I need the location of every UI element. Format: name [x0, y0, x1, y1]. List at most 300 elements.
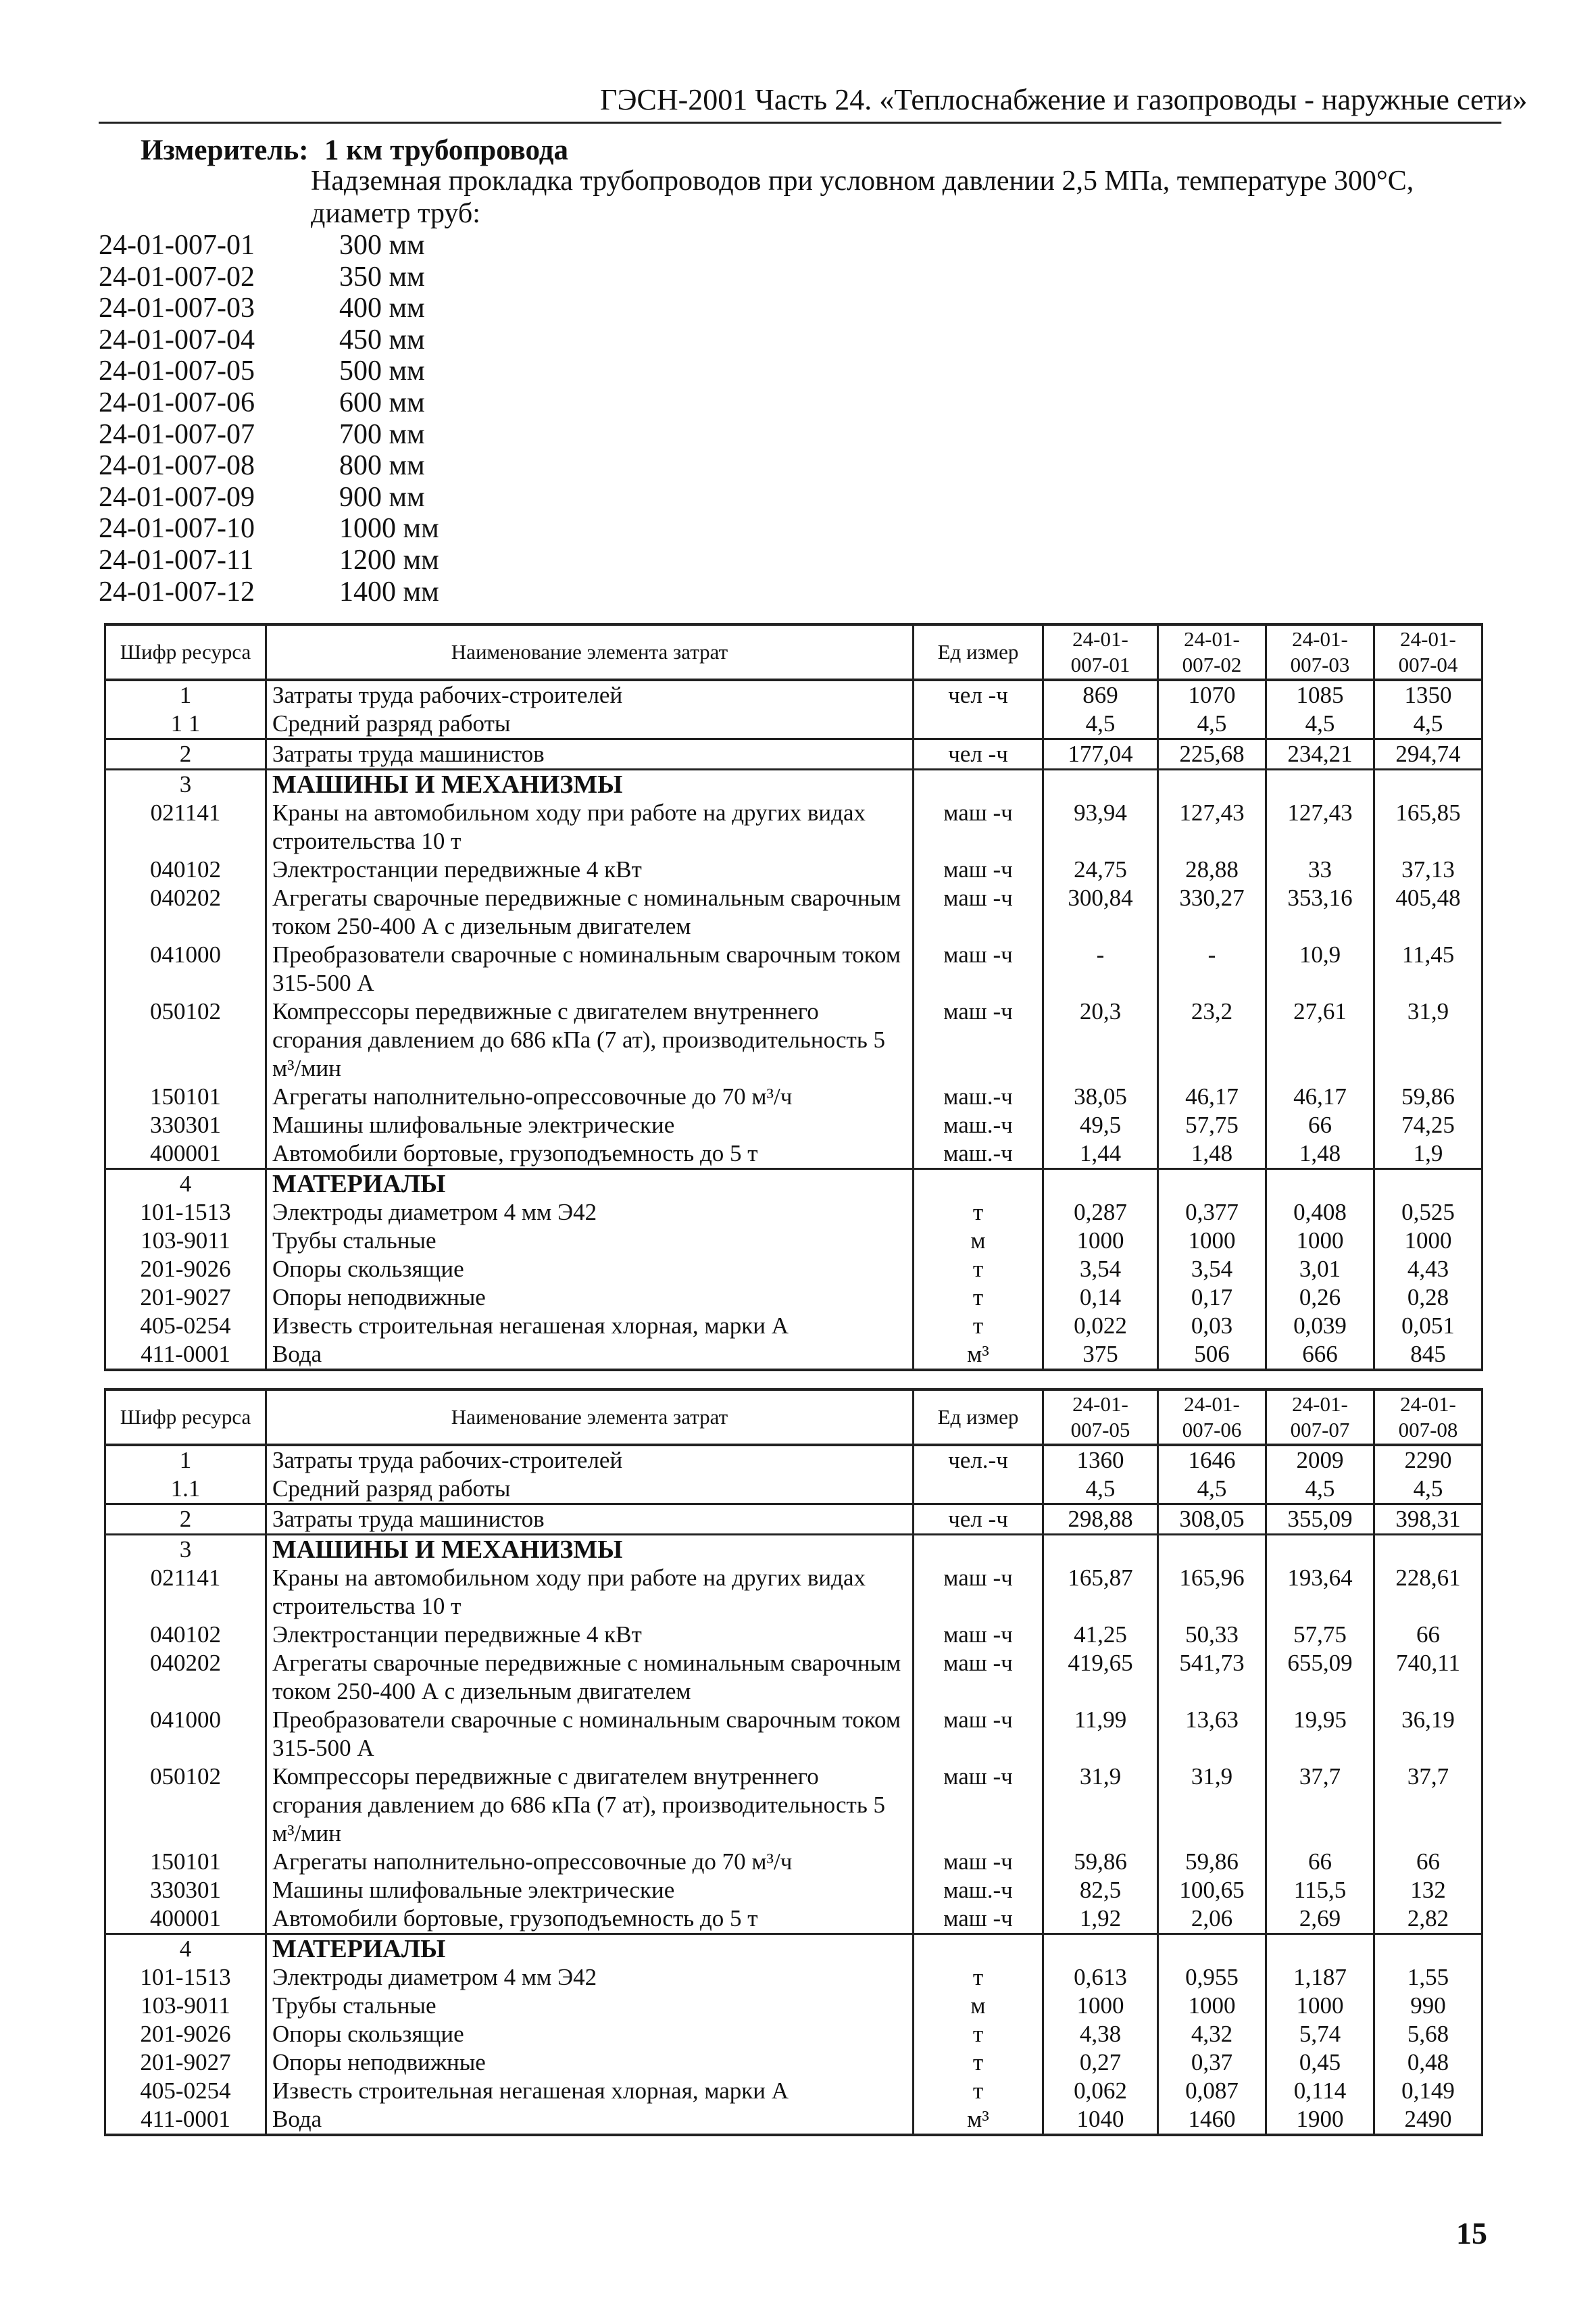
norm-value: 666	[1266, 1340, 1374, 1370]
table-row	[105, 1504, 1482, 1535]
measurement-unit	[141, 134, 568, 167]
header-norm-column	[1374, 1389, 1482, 1445]
resource-code: 2	[105, 739, 266, 770]
table-row	[105, 1535, 1482, 1565]
norm-value: 1000	[1158, 1227, 1266, 1255]
norm-value: 0,062	[1043, 2077, 1158, 2105]
unit-of-measure: маш.-ч	[914, 1083, 1043, 1111]
unit-of-measure: маш -ч	[914, 1763, 1043, 1848]
unit-of-measure: маш -ч	[914, 856, 1043, 884]
norm-value	[1158, 770, 1266, 799]
table-row	[105, 1564, 1482, 1621]
norm-value: 0,37	[1158, 2048, 1266, 2077]
norm-value: 0,03	[1158, 1312, 1266, 1340]
unit-of-measure: т	[914, 1283, 1043, 1312]
resource-code: 101-1513	[105, 1963, 266, 1992]
norm-value	[1266, 770, 1374, 799]
table-row	[105, 1083, 1482, 1111]
norm-code: 24-01-007-11	[99, 544, 254, 576]
resource-code: 1	[105, 680, 266, 710]
table-row	[105, 2048, 1482, 2077]
header-resource-code: Шифр ресурса	[105, 1389, 266, 1445]
norm-value: 0,114	[1266, 2077, 1374, 2105]
norm-value: 59,86	[1043, 1848, 1158, 1876]
table-row	[105, 2105, 1482, 2135]
norm-value: 298,88	[1043, 1504, 1158, 1535]
norm-value: 1000	[1266, 1992, 1374, 2020]
pipe-diameter: 800 мм	[339, 450, 425, 482]
norm-value: 1,48	[1158, 1139, 1266, 1169]
norm-value: 655,09	[1266, 1649, 1374, 1706]
norm-value: 375	[1043, 1340, 1158, 1370]
norm-value: 355,09	[1266, 1504, 1374, 1535]
norm-value	[1158, 1535, 1266, 1565]
cost-element-name: Трубы стальные	[266, 1227, 914, 1255]
unit-of-measure: маш -ч	[914, 1904, 1043, 1934]
unit-of-measure: т	[914, 1198, 1043, 1227]
cost-element-name: Краны на автомобильном ходу при работе на других видах строительства 10 т	[266, 1564, 914, 1621]
running-header: ГЭСН-2001 Часть 24. «Теплоснабжение и газопроводы - наружные сети»	[600, 83, 1528, 116]
norm-value	[1158, 1169, 1266, 1199]
table-row	[105, 1255, 1482, 1283]
header-norm-code-part: 007-08	[1398, 1418, 1458, 1442]
pipe-diameter: 400 мм	[339, 293, 425, 324]
table-row	[105, 1963, 1482, 1992]
cost-element-name: Затраты труда машинистов	[266, 739, 914, 770]
norm-code: 24-01-007-01	[99, 230, 255, 261]
norm-value: 24,75	[1043, 856, 1158, 884]
norm-value: 845	[1374, 1340, 1482, 1370]
norm-value: 225,68	[1158, 739, 1266, 770]
norm-value: 57,75	[1158, 1111, 1266, 1139]
norm-code: 24-01-007-07	[99, 418, 255, 450]
resource-code: 4	[105, 1934, 266, 1964]
resource-code: 411-0001	[105, 2105, 266, 2135]
resource-code: 021141	[105, 799, 266, 856]
header-resource-code: Шифр ресурса	[105, 624, 266, 680]
table-row	[105, 2020, 1482, 2048]
cost-element-name: Вода	[266, 1340, 914, 1370]
unit-of-measure: т	[914, 1255, 1043, 1283]
table-row	[105, 1934, 1482, 1964]
code-list-item	[99, 293, 439, 324]
unit-of-measure: маш.-ч	[914, 1876, 1043, 1904]
norm-value: 20,3	[1043, 998, 1158, 1083]
norm-value: 37,13	[1374, 856, 1482, 884]
cost-element-name: Опоры скользящие	[266, 1255, 914, 1283]
norm-value: 308,05	[1158, 1504, 1266, 1535]
cost-element-name: Опоры неподвижные	[266, 2048, 914, 2077]
cost-element-name: Компрессоры передвижные с двигателем внутреннего сгорания давлением до 686 кПа (7 ат), производительность 5 м³/мин	[266, 998, 914, 1083]
norm-value	[1374, 1169, 1482, 1199]
cost-element-name: Известь строительная негашеная хлорная, марки А	[266, 2077, 914, 2105]
norm-value: 57,75	[1266, 1621, 1374, 1649]
header-norm-code-part: 007-05	[1070, 1418, 1130, 1442]
work-description: Надземная прокладка трубопроводов при условном давлении 2,5 МПа, температуре 300°С, диаметр труб:	[311, 166, 1414, 229]
norm-value: 4,32	[1158, 2020, 1266, 2048]
norm-value	[1043, 770, 1158, 799]
table-row	[105, 770, 1482, 799]
norm-value: 0,377	[1158, 1198, 1266, 1227]
resource-code: 201-9027	[105, 1283, 266, 1312]
norm-value: 3,54	[1158, 1255, 1266, 1283]
table-row	[105, 941, 1482, 998]
table-row	[105, 1111, 1482, 1139]
header-norm-column	[1266, 624, 1374, 680]
unit-of-measure: маш -ч	[914, 1706, 1043, 1763]
table-row	[105, 2077, 1482, 2105]
norm-value	[1043, 1934, 1158, 1964]
norm-value	[1043, 1535, 1158, 1565]
norm-value: 19,95	[1266, 1706, 1374, 1763]
norm-value: 23,2	[1158, 998, 1266, 1083]
norm-value: 93,94	[1043, 799, 1158, 856]
norm-value: 127,43	[1158, 799, 1266, 856]
norm-value: 4,5	[1266, 710, 1374, 739]
norm-code: 24-01-007-02	[99, 261, 255, 293]
norm-value: 2,82	[1374, 1904, 1482, 1934]
resource-code: 1	[105, 1445, 266, 1475]
code-list-item	[99, 387, 439, 419]
pipe-diameter: 600 мм	[339, 387, 425, 418]
norm-value: 165,85	[1374, 799, 1482, 856]
norm-value: 4,5	[1374, 710, 1482, 739]
norm-value	[1374, 1535, 1482, 1565]
cost-element-name: Средний разряд работы	[266, 710, 914, 739]
norm-value: 1646	[1158, 1445, 1266, 1475]
norm-value: 0,613	[1043, 1963, 1158, 1992]
norm-value: 31,9	[1043, 1763, 1158, 1848]
norm-value: 1,187	[1266, 1963, 1374, 1992]
unit-of-measure: маш -ч	[914, 1564, 1043, 1621]
norm-value: 41,25	[1043, 1621, 1158, 1649]
norm-value: 2,69	[1266, 1904, 1374, 1934]
norm-value: 4,5	[1266, 1475, 1374, 1504]
norm-value: 1,44	[1043, 1139, 1158, 1169]
table-row	[105, 1706, 1482, 1763]
norm-value: 100,65	[1158, 1876, 1266, 1904]
cost-element-name: Затраты труда машинистов	[266, 1504, 914, 1535]
header-norm-code-part: 007-07	[1290, 1418, 1350, 1442]
cost-element-name: Преобразователи сварочные с номинальным сварочным током 315-500 А	[266, 941, 914, 998]
norm-value: 3,01	[1266, 1255, 1374, 1283]
norm-value	[1266, 1169, 1374, 1199]
norm-value: 31,9	[1158, 1763, 1266, 1848]
code-list-item	[99, 230, 439, 262]
code-list-item	[99, 419, 439, 451]
norm-value: 541,73	[1158, 1649, 1266, 1706]
norm-value: 5,74	[1266, 2020, 1374, 2048]
norm-value: 2009	[1266, 1445, 1374, 1475]
unit-of-measure: маш -ч	[914, 1649, 1043, 1706]
norm-value: 115,5	[1266, 1876, 1374, 1904]
cost-element-name: Электроды диаметром 4 мм Э42	[266, 1198, 914, 1227]
norm-value: 36,19	[1374, 1706, 1482, 1763]
norm-value: 294,74	[1374, 739, 1482, 770]
norm-value: 1000	[1158, 1992, 1266, 2020]
table-row	[105, 680, 1482, 710]
code-list-item	[99, 450, 439, 482]
norm-value: 1,9	[1374, 1139, 1482, 1169]
header-norm-code-part: 007-06	[1182, 1418, 1242, 1442]
cost-element-name: МАШИНЫ И МЕХАНИЗМЫ	[266, 770, 914, 799]
table-row	[105, 710, 1482, 739]
resource-code: 103-9011	[105, 1992, 266, 2020]
cost-element-name: Трубы стальные	[266, 1992, 914, 2020]
norm-value: 4,5	[1043, 710, 1158, 739]
unit-of-measure: м	[914, 1992, 1043, 2020]
resource-code: 400001	[105, 1139, 266, 1169]
norm-value: 0,087	[1158, 2077, 1266, 2105]
cost-element-name: МАШИНЫ И МЕХАНИЗМЫ	[266, 1535, 914, 1565]
unit-of-measure: маш -ч	[914, 1621, 1043, 1649]
header-norm-code-part: 24-01-	[1184, 1392, 1240, 1416]
header-norm-code-part: 24-01-	[1400, 627, 1456, 651]
unit-of-measure: маш.-ч	[914, 1111, 1043, 1139]
norm-value: 59,86	[1374, 1083, 1482, 1111]
table-row	[105, 1283, 1482, 1312]
norm-value: 50,33	[1158, 1621, 1266, 1649]
unit-of-measure: чел.-ч	[914, 1445, 1043, 1475]
table-row	[105, 1139, 1482, 1169]
norm-value: 0,039	[1266, 1312, 1374, 1340]
header-unit: Ед измер	[914, 624, 1043, 680]
norm-value: 300,84	[1043, 884, 1158, 941]
unit-of-measure	[914, 1934, 1043, 1964]
norm-value: -	[1158, 941, 1266, 998]
norm-value: 66	[1266, 1111, 1374, 1139]
norm-value: 4,5	[1374, 1475, 1482, 1504]
pipe-diameter: 500 мм	[339, 355, 425, 387]
table-row	[105, 1227, 1482, 1255]
unit-of-measure	[914, 1535, 1043, 1565]
cost-element-name: Вода	[266, 2105, 914, 2135]
resource-table-1	[104, 623, 1483, 1371]
cost-element-name: Электростанции передвижные 4 кВт	[266, 856, 914, 884]
resource-code: 040202	[105, 1649, 266, 1706]
norm-value: 2,06	[1158, 1904, 1266, 1934]
cost-element-name: Электростанции передвижные 4 кВт	[266, 1621, 914, 1649]
table-header-row	[105, 624, 1482, 680]
norm-code: 24-01-007-08	[99, 450, 255, 482]
table-row	[105, 884, 1482, 941]
norm-value: 0,149	[1374, 2077, 1482, 2105]
header-rule	[99, 122, 1501, 124]
cost-element-name: Компрессоры передвижные с двигателем внутреннего сгорания давлением до 686 кПа (7 ат), производительность 5 м³/мин	[266, 1763, 914, 1848]
norm-value: 46,17	[1266, 1083, 1374, 1111]
norm-value: 398,31	[1374, 1504, 1482, 1535]
resource-code: 3	[105, 770, 266, 799]
norm-value: 82,5	[1043, 1876, 1158, 1904]
cost-element-name: Агрегаты наполнительно-опрессовочные до 70 м³/ч	[266, 1083, 914, 1111]
table-row	[105, 1649, 1482, 1706]
resource-table-2	[104, 1388, 1483, 2136]
norm-value: 0,051	[1374, 1312, 1482, 1340]
norm-value: 13,63	[1158, 1706, 1266, 1763]
table-row	[105, 739, 1482, 770]
cost-element-name: Машины шлифовальные электрические	[266, 1876, 914, 1904]
pipe-diameter: 1000 мм	[339, 513, 439, 545]
code-list-item	[99, 262, 439, 293]
resource-code: 050102	[105, 1763, 266, 1848]
resource-code: 050102	[105, 998, 266, 1083]
norm-value: 165,87	[1043, 1564, 1158, 1621]
resource-code: 1 1	[105, 710, 266, 739]
resource-code: 040202	[105, 884, 266, 941]
header-norm-column	[1043, 624, 1158, 680]
resource-code: 150101	[105, 1848, 266, 1876]
norm-value: 1000	[1043, 1992, 1158, 2020]
cost-element-name: Машины шлифовальные электрические	[266, 1111, 914, 1139]
norm-value: 4,5	[1043, 1475, 1158, 1504]
header-norm-code-part: 24-01-	[1400, 1392, 1456, 1416]
norm-value: 4,43	[1374, 1255, 1482, 1283]
norm-value: 177,04	[1043, 739, 1158, 770]
cost-element-name: Известь строительная негашеная хлорная, марки А	[266, 1312, 914, 1340]
resource-code: 3	[105, 1535, 266, 1565]
unit-of-measure: т	[914, 2077, 1043, 2105]
table-row	[105, 1621, 1482, 1649]
table-row	[105, 856, 1482, 884]
norm-code: 24-01-007-04	[99, 324, 255, 355]
unit-of-measure: м³	[914, 1340, 1043, 1370]
resource-code: 1.1	[105, 1475, 266, 1504]
resource-code: 150101	[105, 1083, 266, 1111]
pipe-diameter: 450 мм	[339, 324, 425, 355]
norm-value: 0,28	[1374, 1283, 1482, 1312]
table-row	[105, 1876, 1482, 1904]
norm-value: 165,96	[1158, 1564, 1266, 1621]
pipe-diameter: 900 мм	[339, 481, 425, 513]
resource-code: 405-0254	[105, 2077, 266, 2105]
norm-value: 1900	[1266, 2105, 1374, 2135]
norm-code: 24-01-007-03	[99, 293, 255, 324]
table-row	[105, 1904, 1482, 1934]
table-row	[105, 1445, 1482, 1475]
header-norm-column	[1043, 1389, 1158, 1445]
cost-element-name: Средний разряд работы	[266, 1475, 914, 1504]
norm-value	[1266, 1934, 1374, 1964]
resource-code: 040102	[105, 856, 266, 884]
norm-value: 0,287	[1043, 1198, 1158, 1227]
cost-element-name: Опоры скользящие	[266, 2020, 914, 2048]
cost-element-name: Преобразователи сварочные с номинальным сварочным током 315-500 А	[266, 1706, 914, 1763]
cost-element-name: Электроды диаметром 4 мм Э42	[266, 1963, 914, 1992]
norm-value: 234,21	[1266, 739, 1374, 770]
norm-value	[1043, 1169, 1158, 1199]
resource-code: 330301	[105, 1111, 266, 1139]
unit-of-measure	[914, 710, 1043, 739]
norm-value: 4,5	[1158, 1475, 1266, 1504]
cost-element-name: Опоры неподвижные	[266, 1283, 914, 1312]
norm-value: 28,88	[1158, 856, 1266, 884]
norm-value: 33	[1266, 856, 1374, 884]
header-norm-column	[1374, 624, 1482, 680]
unit-of-measure: т	[914, 2048, 1043, 2077]
cost-element-name: Затраты труда рабочих-строителей	[266, 680, 914, 710]
norm-value	[1374, 1934, 1482, 1964]
unit-of-measure: т	[914, 1963, 1043, 1992]
norm-value: 38,05	[1043, 1083, 1158, 1111]
cost-element-name: Агрегаты сварочные передвижные с номинальным сварочным током 250-400 А с дизельным двигателем	[266, 884, 914, 941]
cost-element-name: МАТЕРИАЛЫ	[266, 1169, 914, 1199]
norm-value: 0,17	[1158, 1283, 1266, 1312]
norm-value	[1266, 1535, 1374, 1565]
norm-value	[1158, 1934, 1266, 1964]
resource-code: 201-9027	[105, 2048, 266, 2077]
cost-element-name: Агрегаты наполнительно-опрессовочные до 70 м³/ч	[266, 1848, 914, 1876]
norm-value: 990	[1374, 1992, 1482, 2020]
unit-of-measure: маш -ч	[914, 799, 1043, 856]
norm-value: 127,43	[1266, 799, 1374, 856]
code-list-item	[99, 355, 439, 387]
norm-value: 419,65	[1043, 1649, 1158, 1706]
norm-value: 66	[1374, 1621, 1482, 1649]
norm-value: 0,525	[1374, 1198, 1482, 1227]
norm-value: 0,022	[1043, 1312, 1158, 1340]
header-norm-code-part: 007-01	[1070, 653, 1130, 676]
page-number: 15	[1456, 2216, 1487, 2250]
norm-value: 353,16	[1266, 884, 1374, 941]
pipe-diameter: 1200 мм	[339, 544, 439, 576]
header-norm-code-part: 007-03	[1290, 653, 1350, 676]
resource-code: 021141	[105, 1564, 266, 1621]
norm-value: 10,9	[1266, 941, 1374, 998]
header-norm-column	[1158, 1389, 1266, 1445]
code-list-item	[99, 576, 439, 608]
resource-code: 201-9026	[105, 1255, 266, 1283]
norm-value: 1,55	[1374, 1963, 1482, 1992]
norm-value: -	[1043, 941, 1158, 998]
code-list-item	[99, 545, 439, 576]
norm-value: 330,27	[1158, 884, 1266, 941]
norm-value: 1000	[1266, 1227, 1374, 1255]
header-norm-code-part: 24-01-	[1072, 627, 1128, 651]
pipe-diameter: 1400 мм	[339, 576, 439, 608]
norm-value: 869	[1043, 680, 1158, 710]
resource-code: 4	[105, 1169, 266, 1199]
resource-code: 103-9011	[105, 1227, 266, 1255]
norm-value	[1374, 770, 1482, 799]
norm-value: 1040	[1043, 2105, 1158, 2135]
norm-code: 24-01-007-10	[99, 513, 255, 545]
pipe-diameter: 700 мм	[339, 418, 425, 450]
resource-code: 411-0001	[105, 1340, 266, 1370]
norm-code: 24-01-007-12	[99, 576, 255, 608]
norm-code: 24-01-007-06	[99, 387, 255, 418]
norm-value: 1360	[1043, 1445, 1158, 1475]
cost-element-name: Краны на автомобильном ходу при работе на других видах строительства 10 т	[266, 799, 914, 856]
resource-code: 041000	[105, 941, 266, 998]
norm-value: 37,7	[1374, 1763, 1482, 1848]
norm-value: 66	[1374, 1848, 1482, 1876]
norm-value: 11,45	[1374, 941, 1482, 998]
measurement-unit-label: Измеритель:	[141, 134, 309, 166]
norm-value: 0,955	[1158, 1963, 1266, 1992]
table-row	[105, 1312, 1482, 1340]
norm-value: 0,14	[1043, 1283, 1158, 1312]
header-norm-code-part: 24-01-	[1072, 1392, 1128, 1416]
unit-of-measure: чел -ч	[914, 739, 1043, 770]
norm-value: 0,48	[1374, 2048, 1482, 2077]
unit-of-measure: маш -ч	[914, 998, 1043, 1083]
header-norm-code-part: 24-01-	[1292, 1392, 1348, 1416]
norm-value: 405,48	[1374, 884, 1482, 941]
norm-value: 27,61	[1266, 998, 1374, 1083]
pipe-diameter: 350 мм	[339, 261, 425, 293]
table-row	[105, 1475, 1482, 1504]
unit-of-measure: чел -ч	[914, 1504, 1043, 1535]
